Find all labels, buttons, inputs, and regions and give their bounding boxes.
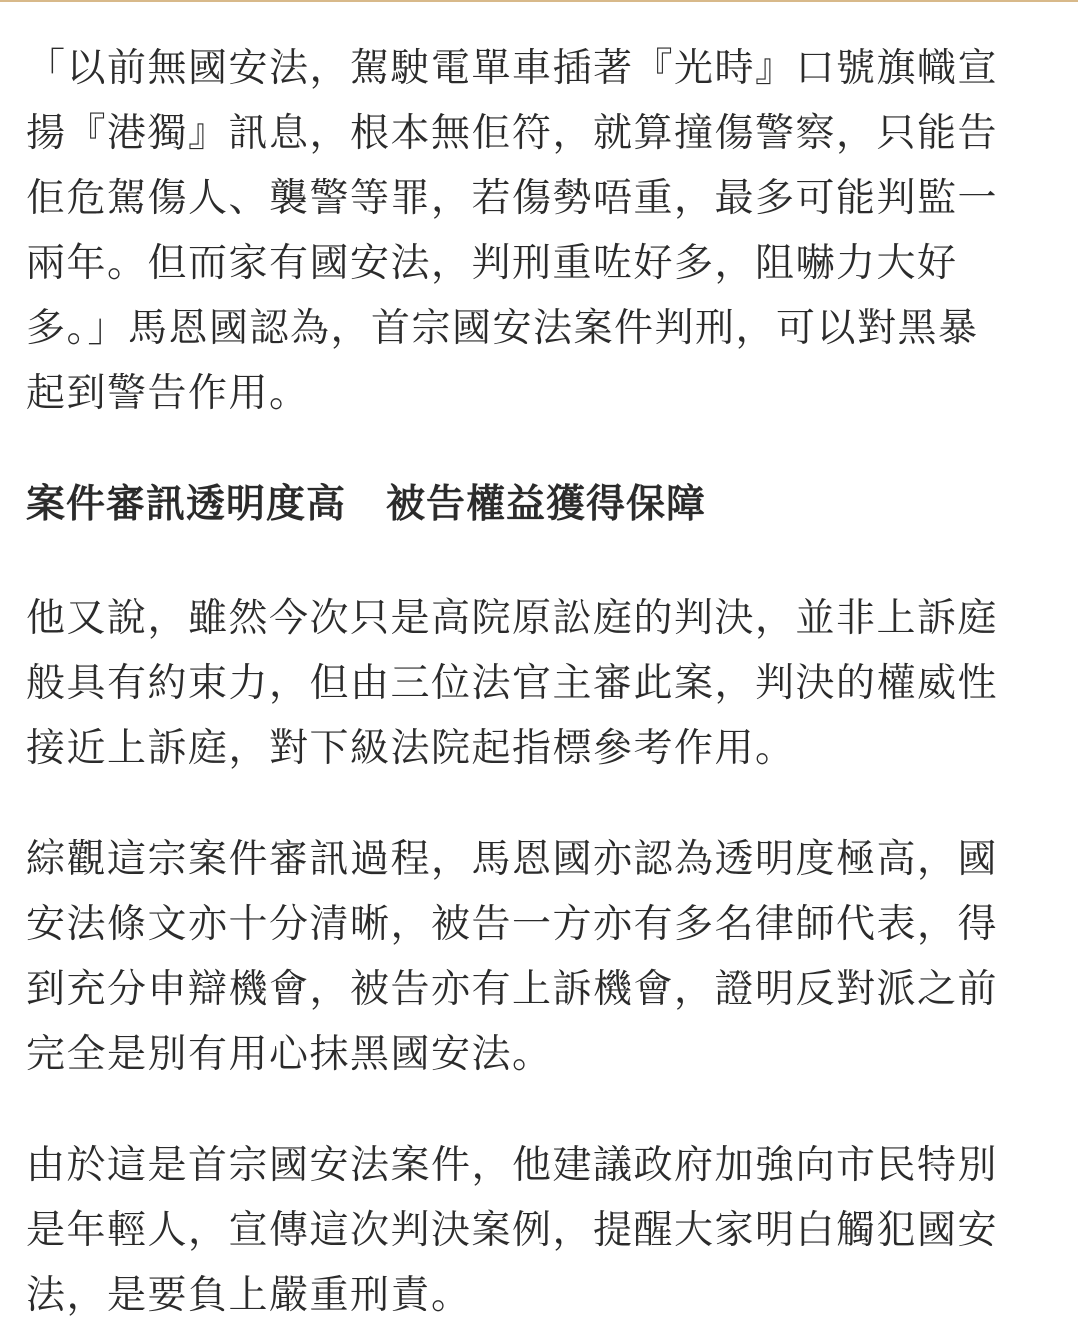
paragraph-line: 到充分申辯機會，被告亦有上訴機會，證明反對派之前 bbox=[26, 967, 999, 1012]
paragraph-line: 由於這是首宗國安法案件，他建議政府加強向市民特別 bbox=[26, 1143, 999, 1188]
article-paragraph-1 bbox=[26, 36, 1050, 426]
section-subheading: 案件審訊透明度高 被告權益獲得保障 bbox=[26, 482, 707, 527]
paragraph-line: 多。」馬恩國認為，首宗國安法案件判刑，可以對黑暴 bbox=[26, 306, 979, 351]
paragraph-line: 佢危駕傷人、襲警等罪，若傷勢唔重，最多可能判監一 bbox=[26, 176, 999, 221]
paragraph-line: 接近上訴庭，對下級法院起指標參考作用。 bbox=[26, 726, 796, 771]
article-paragraph-4 bbox=[26, 1133, 1050, 1328]
paragraph-line: 是年輕人，宣傳這次判決案例，提醒大家明白觸犯國安 bbox=[26, 1208, 999, 1253]
paragraph-line: 法，是要負上嚴重刑責。 bbox=[26, 1273, 472, 1318]
paragraph-line: 般具有約束力，但由三位法官主審此案，判決的權威性 bbox=[26, 661, 999, 706]
article-paragraph-3 bbox=[26, 827, 1050, 1087]
article-body bbox=[26, 36, 1050, 1328]
paragraph-line: 起到警告作用。 bbox=[26, 371, 310, 416]
top-divider bbox=[0, 0, 1078, 2]
paragraph-line: 「以前無國安法，駕駛電單車插著『光時』口號旗幟宣 bbox=[26, 46, 999, 91]
paragraph-line: 綜觀這宗案件審訊過程，馬恩國亦認為透明度極高，國 bbox=[26, 837, 999, 882]
paragraph-line: 安法條文亦十分清晰，被告一方亦有多名律師代表，得 bbox=[26, 902, 999, 947]
paragraph-line: 揚『港獨』訊息，根本無佢符，就算撞傷警察，只能告 bbox=[26, 111, 999, 156]
article-paragraph-2 bbox=[26, 586, 1050, 781]
paragraph-line: 兩年。但而家有國安法，判刑重咗好多，阻嚇力大好 bbox=[26, 241, 958, 286]
paragraph-line: 完全是別有用心抹黑國安法。 bbox=[26, 1032, 553, 1077]
paragraph-line: 他又說，雖然今次只是高院原訟庭的判決，並非上訴庭 bbox=[26, 596, 999, 641]
